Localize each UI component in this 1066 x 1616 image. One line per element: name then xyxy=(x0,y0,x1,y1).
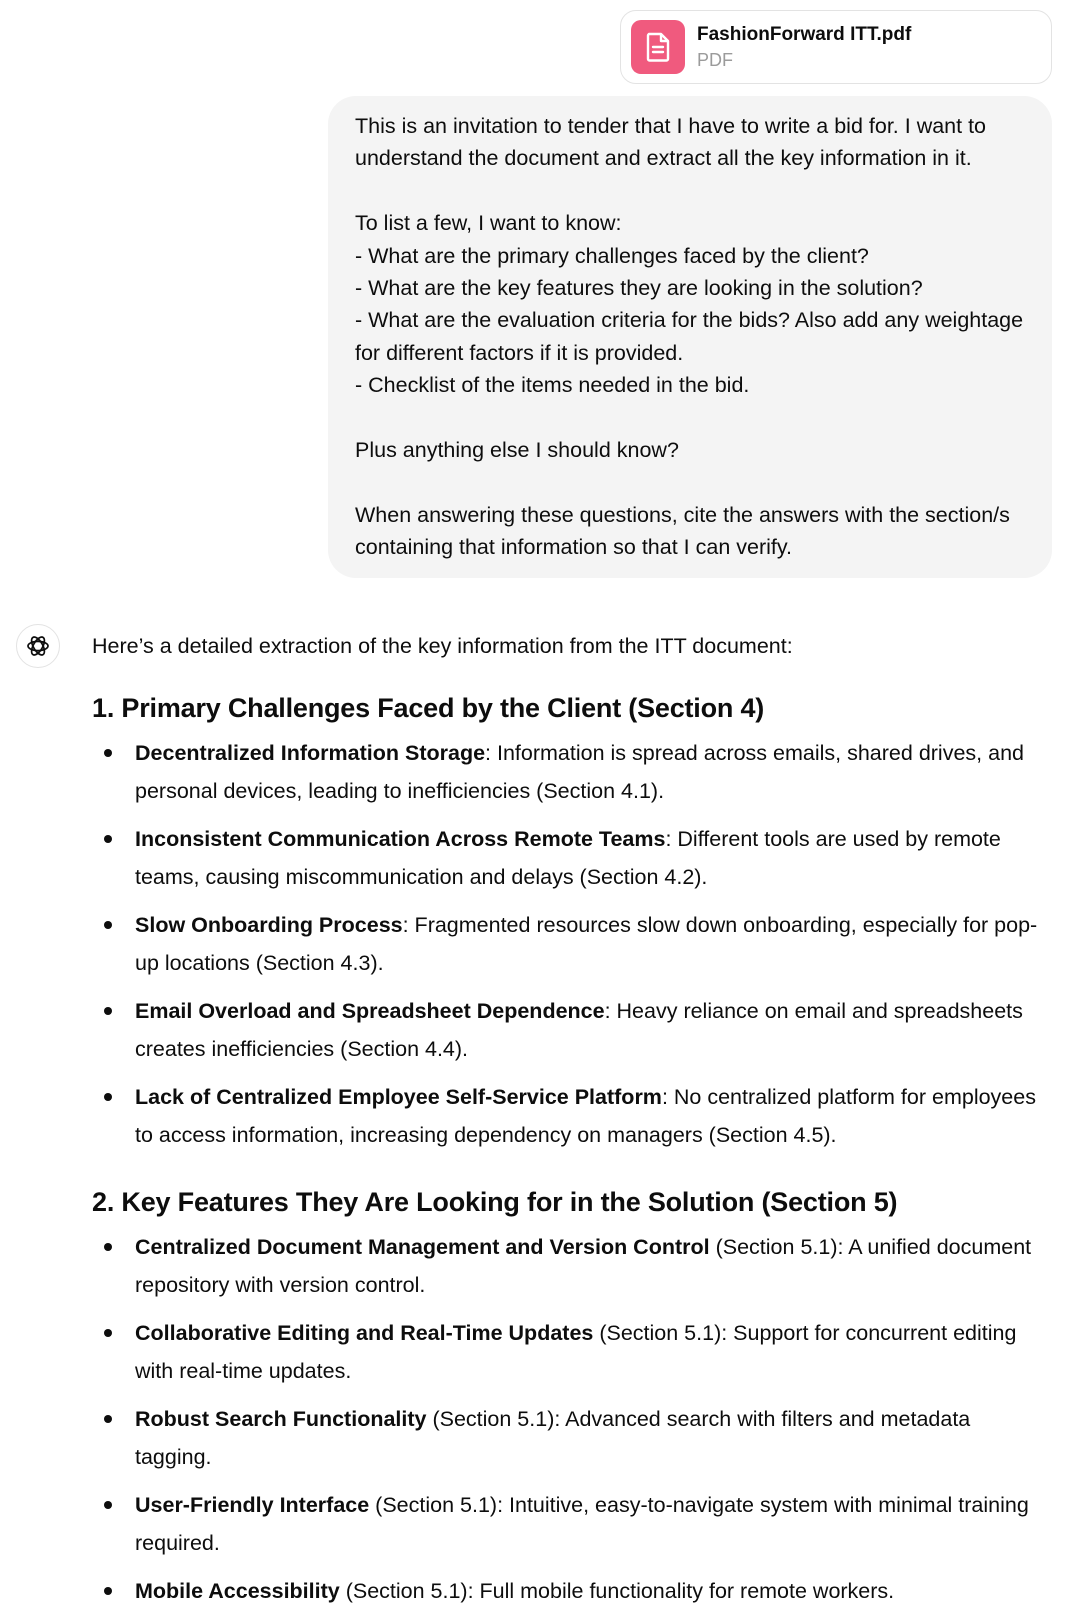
list-item xyxy=(92,734,1052,810)
item-title: Inconsistent Communication Across Remote Teams xyxy=(135,827,666,851)
bullet-icon xyxy=(104,1415,112,1423)
bullet-icon xyxy=(104,835,112,843)
item-text: (Section 5.1): Support for concurrent editing with real-time updates. xyxy=(135,1321,1017,1383)
item-title: Collaborative Editing and Real-Time Updates xyxy=(135,1321,594,1345)
item-title: Lack of Centralized Employee Self-Service Platform xyxy=(135,1085,662,1109)
item-title: Mobile Accessibility xyxy=(135,1579,340,1603)
openai-logo-icon xyxy=(16,624,60,668)
item-text: : Fragmented resources slow down onboarding, especially for pop-up locations (Section 4.3). xyxy=(135,913,1038,975)
list-item xyxy=(92,906,1052,982)
item-title: Email Overload and Spreadsheet Dependence xyxy=(135,999,605,1023)
section-heading: 1. Primary Challenges Faced by the Client (Section 4) xyxy=(92,693,765,723)
challenges-list xyxy=(92,734,1052,1154)
list-item xyxy=(92,820,1052,896)
bullet-icon xyxy=(104,921,112,929)
bullet-icon xyxy=(104,1587,112,1595)
list-item xyxy=(92,1572,1052,1610)
file-type: PDF xyxy=(697,50,733,70)
item-text: : Information is spread across emails, shared drives, and personal devices, leading to inefficiencies (Section 4.1). xyxy=(135,741,1024,803)
features-list xyxy=(92,1228,1052,1610)
list-item xyxy=(92,1400,1052,1476)
bullet-icon xyxy=(104,1243,112,1251)
document-icon xyxy=(631,20,685,74)
bullet-icon xyxy=(104,1501,112,1509)
item-text: (Section 5.1): A unified document repository with version control. xyxy=(135,1235,1032,1297)
file-meta xyxy=(697,22,911,72)
item-text: (Section 5.1): Intuitive, easy-to-navigate system with minimal training required. xyxy=(135,1493,1029,1555)
list-item xyxy=(92,1486,1052,1562)
list-item xyxy=(92,992,1052,1068)
list-item xyxy=(92,1228,1052,1304)
user-message-bubble: This is an invitation to tender that I have to write a bid for. I want to understand the document and extract all the key information in it. To list a few, I want to know: - What are the primary challenges faced by the client? - What are the key features they are looking in the solution? - What are the evaluation criteria for the bids? Also add any weightage for different factors if it is provided. - Checklist of the items needed in the bid. Plus anything else I should know? When answering these questions, cite the answers with the section/s containing that information so that I can verify. xyxy=(328,96,1052,578)
file-attachment-card[interactable] xyxy=(620,10,1052,84)
assistant-intro: Here’s a detailed extraction of the key information from the ITT document: xyxy=(92,634,793,658)
item-title: Centralized Document Management and Version Control xyxy=(135,1235,710,1259)
list-item xyxy=(92,1078,1052,1154)
bullet-icon xyxy=(104,749,112,757)
assistant-message xyxy=(92,630,1052,1616)
file-name: FashionForward ITT.pdf xyxy=(697,24,912,45)
list-item xyxy=(92,1314,1052,1390)
item-text: : No centralized platform for employees to access information, increasing dependency on managers (Section 4.5). xyxy=(135,1085,1036,1147)
item-title: Decentralized Information Storage xyxy=(135,741,486,765)
item-text: (Section 5.1): Advanced search with filters and metadata tagging. xyxy=(135,1407,971,1469)
section-heading: 2. Key Features They Are Looking for in the Solution (Section 5) xyxy=(92,1187,898,1217)
item-text: : Different tools are used by remote teams, causing miscommunication and delays (Section 4.2). xyxy=(135,827,1001,889)
bullet-icon xyxy=(104,1093,112,1101)
bullet-icon xyxy=(104,1007,112,1015)
item-title: User-Friendly Interface xyxy=(135,1493,370,1517)
item-text: (Section 5.1): Full mobile functionality for remote workers. xyxy=(339,1579,895,1603)
item-title: Robust Search Functionality xyxy=(135,1407,427,1431)
bullet-icon xyxy=(104,1329,112,1337)
item-title: Slow Onboarding Process xyxy=(135,913,403,937)
item-text: : Heavy reliance on email and spreadsheets creates inefficiencies (Section 4.4). xyxy=(135,999,1023,1061)
